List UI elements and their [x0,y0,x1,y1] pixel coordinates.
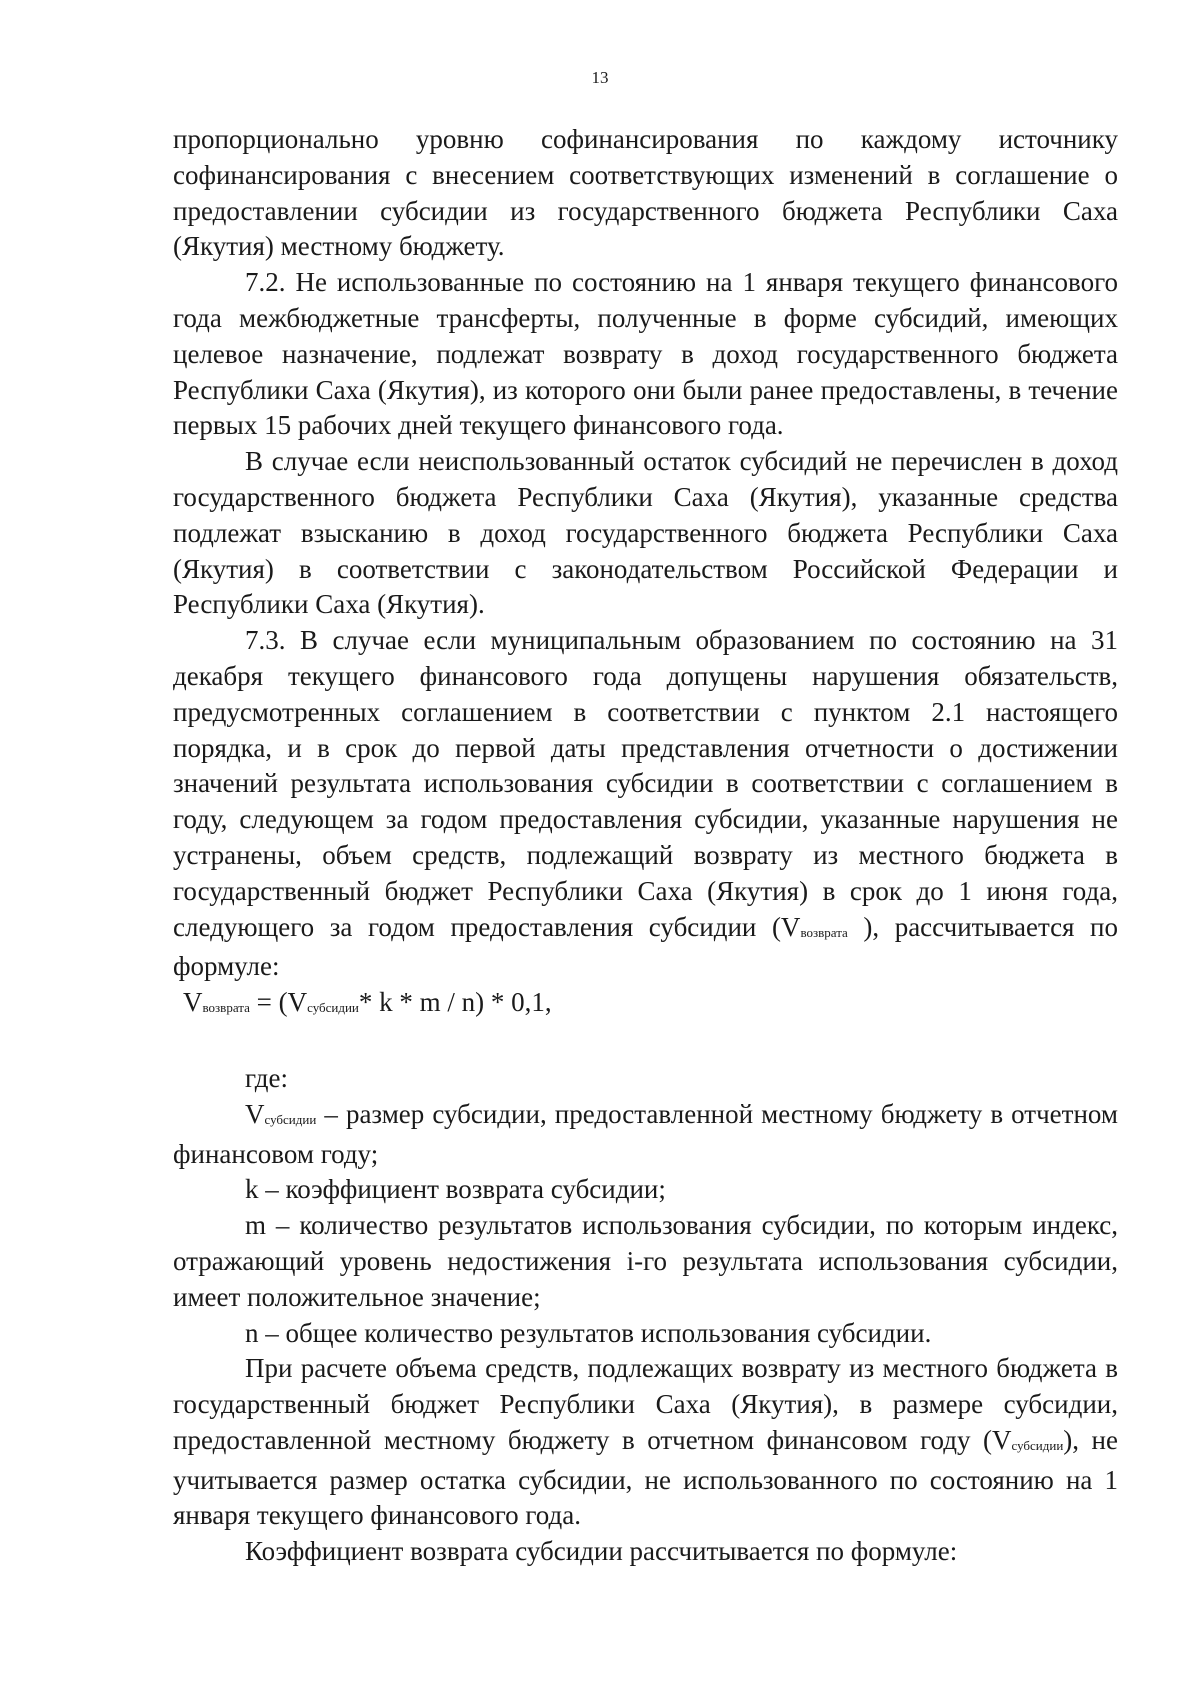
paragraph-recovery: В случае если неиспользованный остаток субсидий не перечислен в доход государственного бюджета Республики Саха (Якутия), указанные средства подлежат взысканию в доход государственного бюджета Республики Саха (Якутия) в соответствии с законодательством Российской Федерации и Республики Саха (Якутия). [173,446,1118,620]
definition-n: n – общее количество результатов использования субсидии. [245,1317,932,1348]
document-body [173,122,1118,1570]
definition-k: k – коэффициент возврата субсидии; [245,1174,666,1205]
definition-v-symbol: V [245,1098,265,1129]
definition-v-sub: субсидии [264,1111,317,1127]
where-label: где: [245,1062,288,1093]
definition-v-subsidy [173,1097,1118,1173]
formula-subsidy-sub: субсидии [307,1000,359,1016]
formula-v: V [183,987,203,1018]
definition-v-text: – размер субсидии, предоставленной местному бюджету в отчетном финансовом году; [173,1098,1118,1169]
paragraph-calculation-tail: ), не учитывается размер остатка субсидии, не использованного по состоянию на 1 января текущего финансового года. [173,1424,1118,1531]
paragraph-7-3 [173,623,1118,985]
spacer [173,1025,1118,1061]
paragraph-coefficient: Коэффициент возврата субсидии рассчитывается по формуле: [245,1536,958,1567]
paragraph-7-3-tail: ), рассчитывается по формуле: [173,911,1118,982]
formula-v-sub: возврата [202,1000,250,1016]
paragraph-7-3-text: 7.3. В случае если муниципальным образованием по состоянию на 31 декабря текущего финансового года допущены нарушения обязательств, предусмотренных соглашением в соответствии с пунктом 2.1 настоящего порядка, и в срок до первой даты представления отчетности о достижении значений результата использования субсидии в соответствии с соглашением в году, следующем за годом предоставления субсидии, указанные нарушения не устранены, объем средств, подлежащий возврату из местного бюджета в государственный бюджет Республики Саха (Якутия) в срок до 1 июня года, следующего за годом предоставления субсидии (V [173,625,1118,942]
subscript-subsidii: субсидии [1011,1437,1064,1453]
paragraph-7-2: 7.2. Не использованные по состоянию на 1 января текущего финансового года межбюджетные трансферты, полученные в форме субсидий, имеющих целевое назначение, подлежат возврату в доход государственного бюджета Республики Саха (Якутия), из которого они были ранее предоставлены, в течение первых 15 рабочих дней текущего финансового года. [173,267,1118,441]
paragraph-calculation [173,1351,1118,1534]
paragraph-continuation: пропорционально уровню софинансирования по каждому источнику софинансирования с внесением соответствующих изменений в соглашение о предоставлении субсидии из государственного бюджета Республики Саха (Якутия) местному бюджету. [173,124,1118,262]
page-number: 13 [591,68,609,87]
formula-rest: * k * m / n) * 0,1, [358,987,552,1018]
definition-m: m – количество результатов использования субсидии, по которым индекс, отражающий уровень недостижения i-го результата использования субсидии, имеет положительное значение; [173,1210,1118,1312]
formula-v-vozvrata [173,985,1118,1025]
formula-eq: = (V [249,987,308,1018]
paragraph-calculation-text: При расчете объема средств, подлежащих возврату из местного бюджета в государственный бюджет Республики Саха (Якутия), в размере субсидии, предоставленной местному бюджету в отчетном финансовом году (V [173,1353,1118,1455]
subscript-vozvrata: возврата [800,924,848,940]
